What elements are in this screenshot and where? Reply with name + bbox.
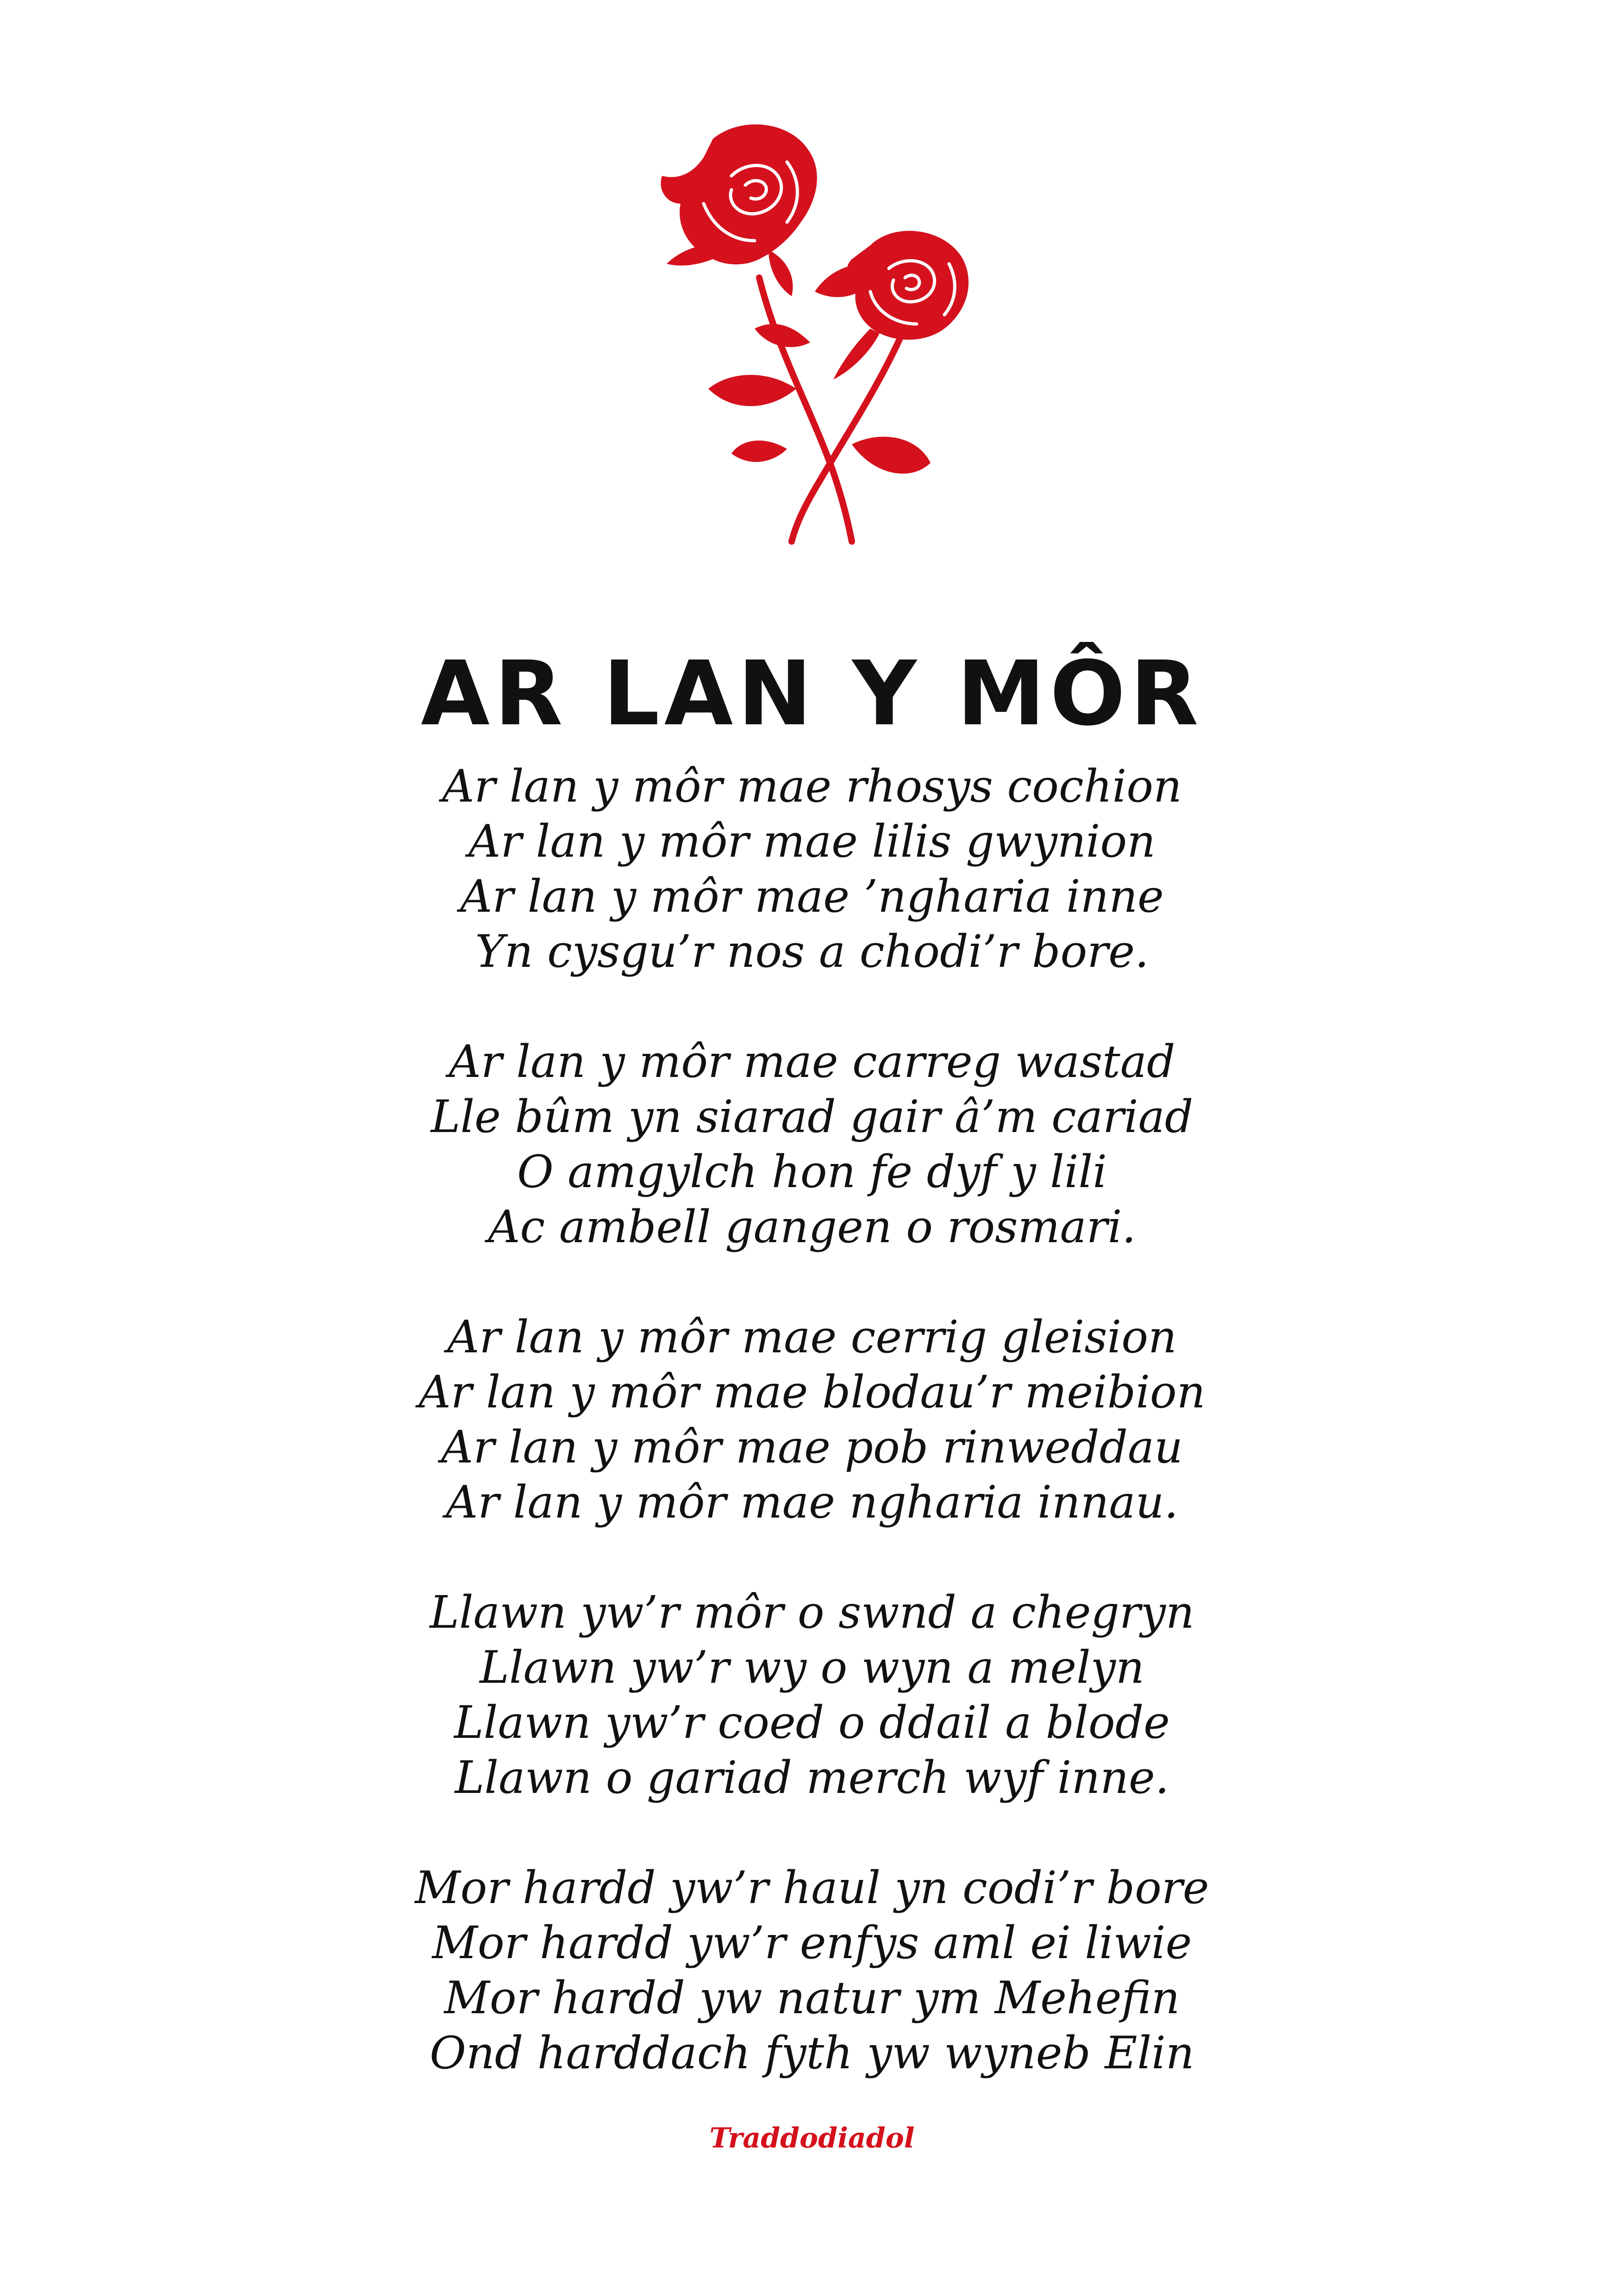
- poem-line: Yn cysgu’r nos a chodi’r bore.: [475, 926, 1149, 977]
- stanza: [0, 759, 1624, 979]
- stanza: [0, 1034, 1624, 1255]
- poem-line: Ar lan y môr mae lilis gwynion: [468, 815, 1156, 867]
- roses-illustration-icon: [593, 111, 1009, 546]
- poem-line: Llawn yw’r wy o wyn a melyn: [480, 1642, 1144, 1693]
- poem-line: Mor hardd yw’r enfys aml ei liwie: [432, 1917, 1192, 1969]
- poem-line: Ar lan y môr mae cerrig gleision: [447, 1311, 1177, 1363]
- poem-title: AR LAN Y MÔR: [421, 642, 1203, 746]
- stanza: [0, 1310, 1624, 1530]
- poem-line: Ar lan y môr mae ngharia innau.: [445, 1476, 1179, 1528]
- poem-line: Ac ambell gangen o rosmari.: [488, 1201, 1136, 1253]
- poem-line: Lle bûm yn siarad gair â’m cariad: [431, 1091, 1193, 1143]
- poem-body: [0, 759, 1624, 2136]
- stanza: [0, 1860, 1624, 2081]
- poem-line: Llawn yw’r môr o swnd a chegryn: [430, 1587, 1194, 1638]
- poem-line: Ar lan y môr mae blodau’r meibion: [418, 1366, 1206, 1418]
- poem-line: Ar lan y môr mae ’ngharia inne: [460, 871, 1164, 922]
- poem-line: Ar lan y môr mae pob rinweddau: [441, 1421, 1183, 1473]
- poem-line: Llawn o gariad merch wyf inne.: [455, 1752, 1169, 1804]
- poem-line: Mor hardd yw’r haul yn codi’r bore: [415, 1862, 1209, 1914]
- stanza: [0, 1585, 1624, 1805]
- poem-line: Ond harddach fyth yw wyneb Elin: [430, 2027, 1194, 2079]
- poem-line: Ar lan y môr mae rhosys cochion: [442, 760, 1182, 812]
- poem-line: O amgylch hon fe dyf y lili: [517, 1146, 1107, 1198]
- attribution: Traddodiadol: [709, 2122, 915, 2154]
- poem-line: Mor hardd yw natur ym Mehefin: [444, 1972, 1180, 2024]
- poem-line: Llawn yw’r coed o ddail a blode: [454, 1697, 1170, 1748]
- poem-line: Ar lan y môr mae carreg wastad: [449, 1036, 1175, 1088]
